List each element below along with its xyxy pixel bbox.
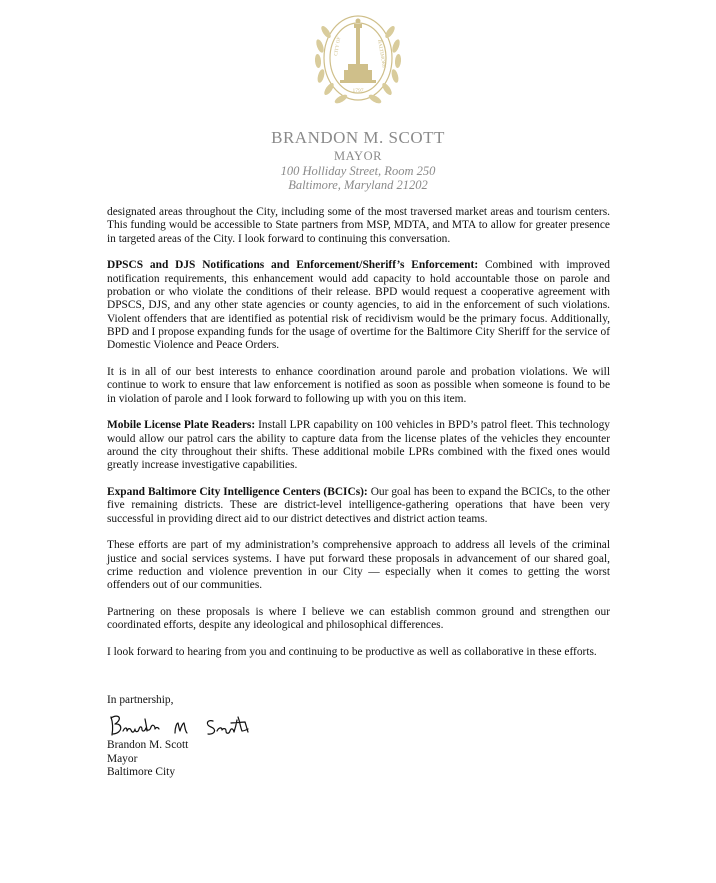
svg-text:1797: 1797 [352,88,364,94]
svg-text:CITY OF: CITY OF [334,36,343,57]
paragraph-text: Combined with improved notification requirements, this enhancement would add capacity to hold accountable those on parole and probation or who violate the conditions of their release. BPD would request a cooperative agreement with DPSCS, DJS, and any other state agencies or county agencies, to aid in the enforcement of such violations. Violent offenders that are identified as potential risk of recidivism would be the primary focus. Additionally, BPD and I propose expanding funds for the usage of overtime for the Baltimore City Sheriff for the service of Domestic Violence and Peace Orders. [107,259,610,352]
city-seal-icon [308,6,408,116]
paragraph-heading: Expand Baltimore City Intelligence Centers (BCICs): [107,486,368,499]
paragraph-text: Our goal has been to expand the BCICs, to the other five remaining districts. These are district-level intelligence-gathering operations that have been very successful in providing direct aid to our district detectives and district action teams. [107,486,610,525]
mayor-name: BRANDON M. SCOTT [271,128,445,147]
paragraph-heading: DPSCS and DJS Notifications and Enforcement/Sheriff’s Enforcement: [107,259,479,272]
paragraph-heading: Mobile License Plate Readers: [107,419,256,432]
signer-org: Baltimore City [107,766,176,779]
salutation: In partnership, [107,694,174,706]
address-line-1: 100 Holliday Street, Room 250 [280,164,436,178]
mayor-title: MAYOR [334,149,382,163]
paragraph: It is in all of our best interests to enhance coordination around parole and probation violations. We will continue to work to ensure that law enforcement is notified as soon as possible when someone is found to be in violation of parole and I look forward to following up with you on this item. [107,365,610,405]
paragraph-text: Install LPR capability on 100 vehicles in BPD’s patrol fleet. This technology would allow our patrol cars the ability to capture data from the license plates of the vehicles they encounter around the city throughout their shifts. These additional mobile LPRs combined with the fixed ones would greatly increase investigative capabilities. [107,419,610,472]
paragraph: These efforts are part of my administration’s comprehensive approach to address all levels of the criminal justice and social services systems. I have put forward these proposals in advancement of our shared goal, crime reduction and violence prevention in our City — especially when it comes to getting the worst offenders out of our communities. [107,539,610,592]
letterhead [0,128,716,192]
paragraph: designated areas throughout the City, including some of the most traversed market areas and tourism centers. This funding would be accessible to State partners from MSP, MDTA, and MTA to allow for greater presence in targeted areas of the City. I look forward to continuing this conversation. [107,206,610,245]
signer-name: Brandon M. Scott [107,739,189,751]
paragraph [107,486,610,526]
signer-block [107,739,407,780]
handwritten-signature [105,709,265,743]
signer-title: Mayor [107,752,138,765]
paragraph: Partnering on these proposals is where I believe we can establish common ground and strengthen our coordinated efforts, despite any ideological and philosophical differences. [107,606,610,632]
paragraph [107,259,610,352]
address-line-2: Baltimore, Maryland 21202 [288,178,428,192]
svg-text:BALTIMORE: BALTIMORE [376,39,386,69]
paragraph [107,419,610,472]
letter-body [107,206,610,673]
paragraph: I look forward to hearing from you and continuing to be productive as well as collaborative in these efforts. [107,646,597,659]
